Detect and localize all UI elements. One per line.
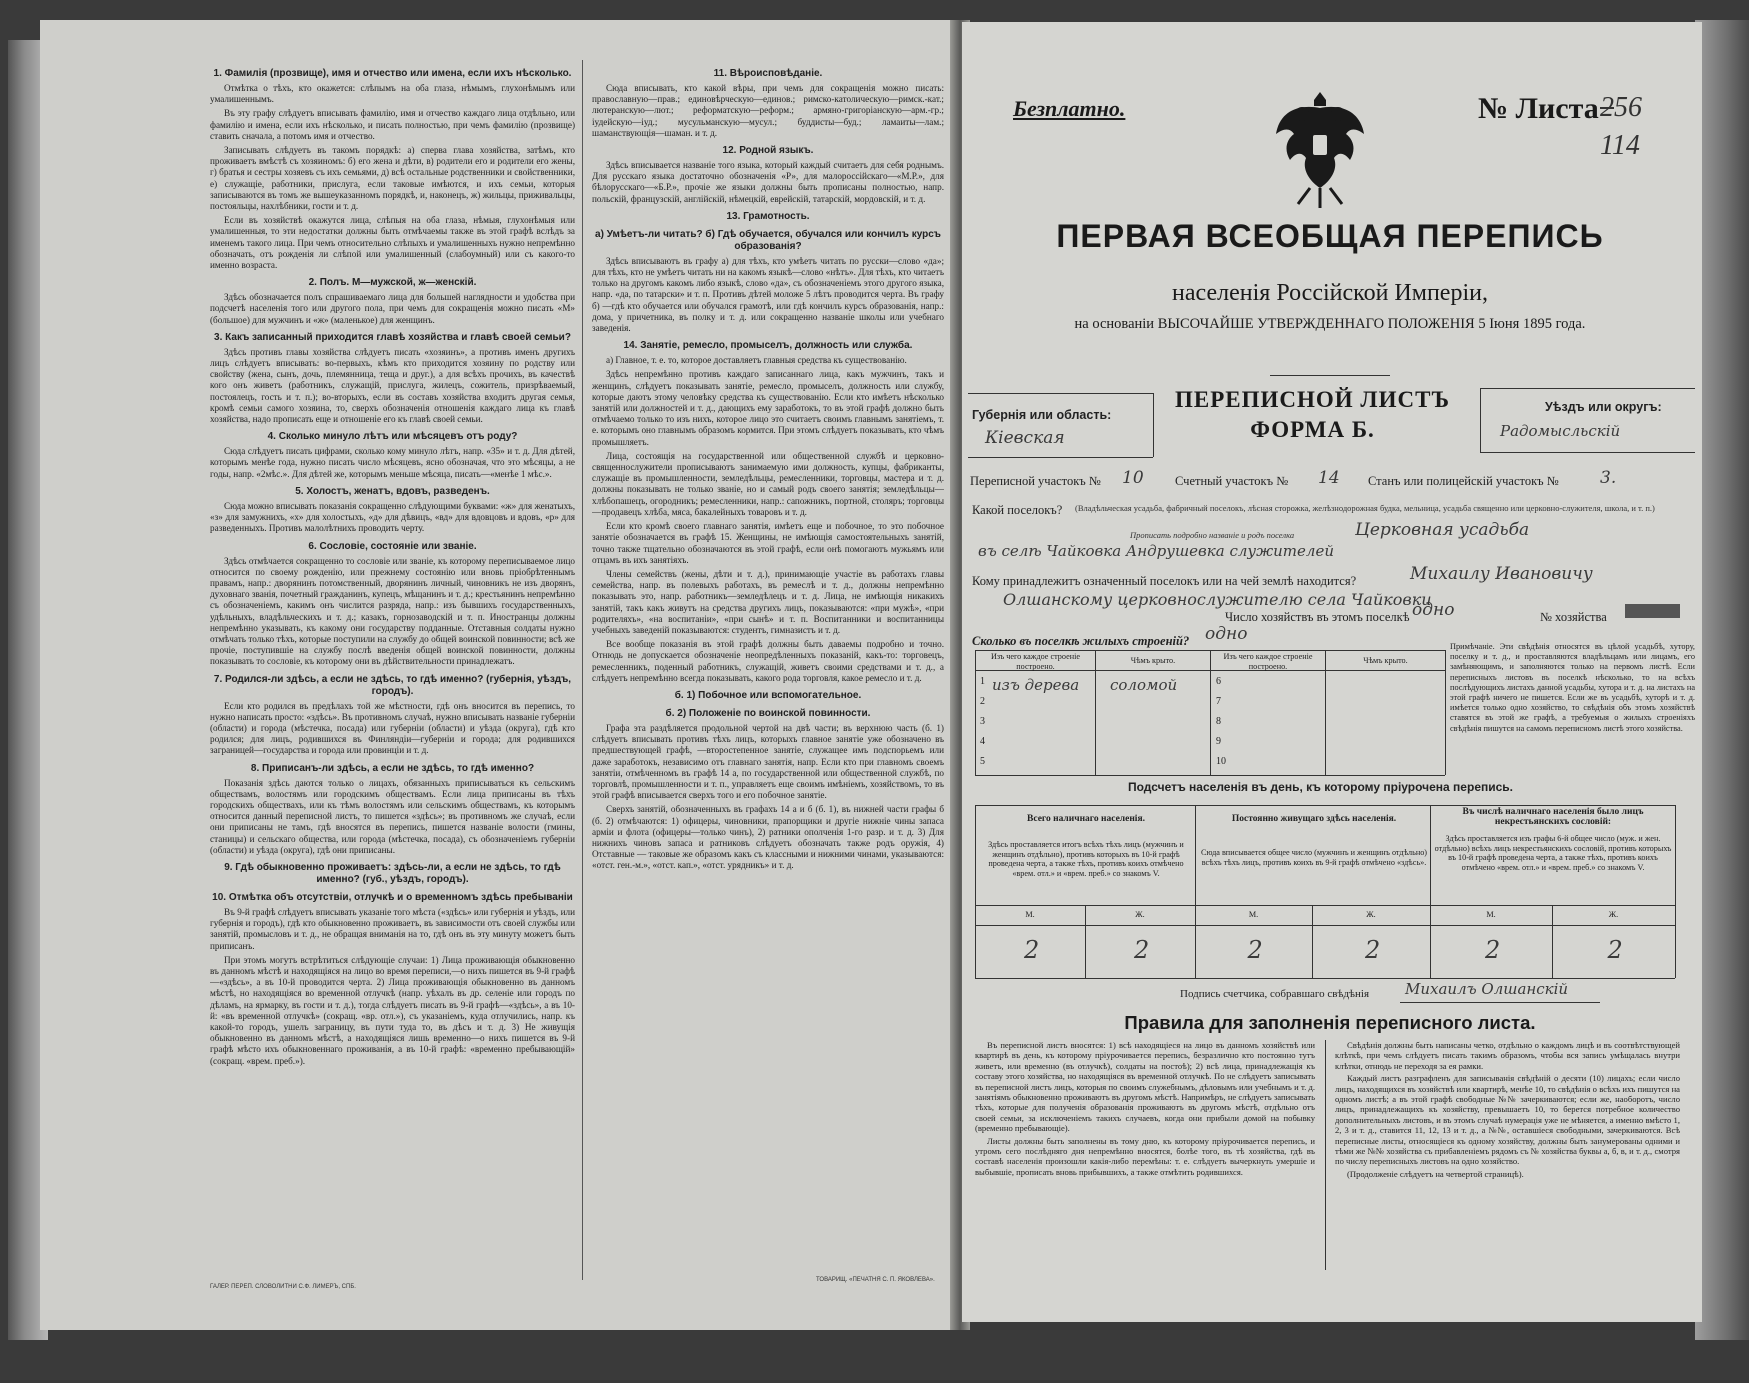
form-title-line1: ПЕРЕПИСНОЙ ЛИСТЪ: [1175, 387, 1451, 412]
station-value: 3.: [1600, 468, 1617, 488]
household-number-redacted: [1625, 604, 1680, 618]
owner-value-1: Михаилу Ивановичу: [1410, 564, 1593, 584]
instruction-paragraph: Если кто кромѣ своего главнаго занятія, имѣетъ еще и побочное, то это побочное занятіе обозначается въ графѣ 15. Женщины, не имѣющія самостоятельныхъ занятій, точно также тщательно обозначаются въ этой графѣ, если онѣ помогаютъ мужьямъ или отцамъ въ ихъ занятіяхъ.: [592, 521, 944, 565]
rules-paragraph: Въ переписной листъ вносятся: 1) всѣ находящіеся на лицо въ данномъ хозяйствѣ или квартирѣ въ день, къ которому пріурочивается перепись, безразлично кто постоянно тутъ живетъ, или временно (въ отлучкѣ), солдаты на постоѣ); 2) всѣ лица, принадлежащія къ составу этого хозяйства, но находящіяся въ временной отлучкѣ. По не слѣдуетъ записывать въ переписной листъ лицъ, которыя по своимъ служебнымъ, дѣловымъ или учебнымъ и т. д. занятіямъ обыкновенно проживаютъ въ другомъ мѣстѣ. Напримѣръ, не слѣдуетъ записывать тѣхъ, которые для полученія образованія проживаютъ въ другомъ мѣстѣ, отдѣльно отъ своей семьи, за исключеніемъ такихъ случаевъ, когда они прибыли домой на побывку (временно пребывающіе).: [975, 1040, 1315, 1134]
district-label: Уѣздъ или округъ:: [1545, 400, 1662, 414]
instruction-heading: 10. Отмѣтка объ отсутствіи, отлучкѣ и о временномъ здѣсь пребываніи: [212, 891, 573, 903]
table-rule: [1095, 650, 1096, 775]
instruction-heading: б. 1) Побочное или вспомогательное.: [674, 689, 862, 701]
table-rule: [975, 905, 1675, 906]
free-of-charge-label: Безплатно.: [1013, 96, 1126, 121]
sheet-number: [1600, 92, 1642, 124]
household-number-label: № хозяйства: [1540, 610, 1607, 624]
building-row-number: 5: [980, 756, 985, 767]
sheet-number-struck: 2: [1600, 92, 1614, 123]
count-male-header: М.: [1248, 910, 1259, 919]
instruction-heading: 11. Вѣроисповѣданіе.: [713, 68, 823, 79]
column-divider: [1325, 1040, 1326, 1270]
district-value: Радомысльскій: [1500, 422, 1621, 440]
printer-imprint-left: ГАЛЕР. ПЕРЕП. СЛОВОЛИТНИ С.Ф. ЛИМЕРЪ, СПБ.: [210, 1284, 356, 1290]
table-rule: [975, 805, 976, 978]
instruction-heading: 3. Какъ записанный приходится главѣ хозяйства и главѣ своей семьи?: [214, 331, 571, 343]
instruction-heading: 8. Приписанъ-ли здѣсь, а если не здѣсь, то гдѣ именно?: [250, 762, 535, 774]
building-row-number: 9: [1216, 736, 1221, 747]
instruction-paragraph: Члены семействъ (жены, дѣти и т. д.), принимающіе участіе въ работахъ главы семейства, напр. въ полевыхъ работахъ, въ ремеслѣ и т. д., должны непремѣнно показывать это, напр. работникъ—земледѣлецъ и т. д. Лица, не имѣющія никакихъ занятій, такъ какъ живутъ на средства другихъ лицъ, показываются: «при мужѣ», «при родителяхъ», «на воспитаніи», «при сынѣ» и т. п. Воспитанники и воспитанницы учебныхъ заведеній показываются: студентъ, гимназистъ и т. д.: [592, 568, 944, 635]
box-rule: [968, 393, 1153, 394]
form-title-line2: ФОРМА Б.: [1250, 417, 1375, 442]
table-rule: [1325, 650, 1326, 775]
instruction-paragraph: Сюда вписывать, кто какой вѣры, при чемъ для сокращенія можно писать: православную—прав.; единовѣрческую—единов.; римско-католическую—римск.-кат.; лютеранскую—лют.; реформатскую—реформ.; армяно-григоріанскую—арм.-гр.; іудейскую—іуд.; мусульманскую—мусул.; буддисты—буд.; ламаиты—лам.; шаманствующія—шаман. и т. д.: [592, 83, 944, 138]
building-row-number: 4: [980, 736, 985, 747]
page-stack-right: [1695, 20, 1749, 1340]
building-row-number: 10: [1216, 756, 1226, 767]
instruction-paragraph: Если кто родился въ предѣлахъ той же мѣстности, гдѣ онъ вносится въ перепись, то нужно написать просто: «здѣсь». Въ противномъ случаѣ, нужно вписывать названіе губерніи (области) и города (мѣстечка, посада) или губерніи (области) и уѣзда (округа), гдѣ кто родился; для лицъ, родившихся въ Финляндіи—губерніи и города; для родившихся заграницей—государства и города или провинціи и т. д.: [210, 700, 575, 756]
building-row-number: 1: [980, 676, 985, 687]
title-rule: [1270, 375, 1390, 376]
owner-label: Кому принадлежитъ означенный поселокъ или на чей землѣ находится?: [972, 574, 1357, 588]
table-rule: [975, 925, 1675, 926]
count-value: 2: [1134, 936, 1150, 964]
count-desc-total: Здѣсь проставляется итогъ всѣхъ тѣхъ лицъ (мужчинъ и женщинъ отдѣльно), противъ которыхъ въ 10-й графѣ проведена черта, а также тѣхъ, противъ коихъ отмѣчено «врем. отл.» и «врем. преб.» со знакомъ V.: [988, 840, 1184, 878]
settlement-value-2: въ селѣ Чайковка Андрушевка служителей: [978, 542, 1335, 560]
table-rule: [1210, 650, 1211, 775]
building-row-number: 3: [980, 716, 985, 727]
station-label: Станъ или полицейскій участокъ №: [1368, 474, 1559, 488]
rules-paragraph: Каждый листъ разграфленъ для записыванія свѣдѣній о десяти (10) лицахъ; если число лицъ, находящихся въ хозяйствѣ или квартирѣ, менѣе 10, то свѣдѣнія о всѣхъ ихъ пишутся на одномъ листѣ; а въ этой графѣ свободные №№ зачеркиваются; если же, наоборотъ, число лицъ, принадлежащихъ къ хозяйству, превышаетъ 10, то берется потребное количество дополнительныхъ листовъ, и въ этомъ случаѣ нумерація уже не мѣняется, а именно вмѣсто 1, 2, 3 и т. д., ставится 11, 12, 13 и т. д., а №№, оставшіеся свободными, зачеркиваются. Всѣ переписные листы, относящіеся къ одному хозяйству, должны быть занумерованы одними и тѣми же №№ хозяйства съ прибавленіемъ рядомъ съ № хозяйства буквы а, б, в, и т. д., смотря по числу переписныхъ листовъ на одно хозяйство.: [1335, 1073, 1680, 1167]
buildings-col-roof-2: Чѣмъ крыто.: [1363, 656, 1408, 665]
instruction-heading: 4. Сколько минуло лѣтъ или мѣсяцевъ отъ роду?: [267, 431, 518, 443]
instruction-paragraph: Здѣсь обозначается полъ спрашиваемаго лица для большей наглядности и удобства при подсчетѣ населенія того или другого пола, при чемъ для сокращенія можно писать «М» (большое) для мужчинъ и «ж» (маленькое) для женщинъ.: [210, 292, 575, 325]
population-count-title: Подсчетъ населенія въ день, къ которому пріурочена перепись.: [1128, 780, 1513, 794]
count-value: 2: [1485, 936, 1501, 964]
table-rule: [975, 775, 1445, 776]
box-rule: [1480, 388, 1695, 389]
sheet-number-value: 56: [1614, 92, 1642, 123]
signature-label: Подпись счетчика, собравшаго свѣдѣнія: [1180, 988, 1370, 1000]
count-female-header: Ж.: [1366, 910, 1376, 919]
instruction-paragraph: Все вообще показанія въ этой графѣ должны быть даваемы подробно и точно. Отнюдь не допускается обозначеніе неопредѣленныхъ показаній, какъ-то: торговецъ, ремесленникъ, поденный работникъ, служащій, живетъ своими средствами и т. д., а слѣдуетъ непремѣнно всегда показывать, какого рода торговля, какое ремесло и т. д.: [592, 639, 944, 683]
building-1-roof: соломой: [1110, 676, 1178, 694]
census-section-value: 10: [1122, 468, 1144, 488]
table-rule: [1445, 650, 1446, 775]
instruction-heading: 13. Грамотность.: [726, 210, 810, 222]
instruction-paragraph: Отмѣтка о тѣхъ, кто окажется: слѣпымъ на оба глаза, нѣмымъ, глухонѣмымъ или умалишеннымъ.: [210, 83, 575, 105]
count-header-total: Всего наличнаго населенія.: [1027, 814, 1145, 824]
table-rule: [975, 978, 1675, 979]
count-female-header: Ж.: [1135, 910, 1145, 919]
count-value: 2: [1607, 936, 1623, 964]
printer-imprint-right: ТОВАРИЩ. «ПЕЧАТНЯ С. П. ЯКОВЛЕВА».: [816, 1277, 935, 1283]
settlement-label: Какой поселокъ?: [972, 503, 1063, 517]
count-female-header: Ж.: [1608, 910, 1619, 919]
instruction-paragraph: Если въ хозяйствѣ окажутся лица, слѣпыя на оба глаза, нѣмыя, глухонѣмыя или умалишенныя, то эти недостатки должны быть отмѣчаемы также въ этой графѣ вслѣдъ за именемъ такого лица. При чемъ относительно слѣпыхъ и умалишенныхъ нужно непремѣнно обозначать, отъ рожденія ли слѣпой или умалишенный (слабоумный) или съ какого-то именно возраста.: [210, 215, 575, 271]
instruction-paragraph: Сюда слѣдуетъ писать цифрами, сколько кому минуло лѣтъ, напр. «35» и т. д. Для дѣтей, которымъ менѣе года, нужно писать число мѣсяцевъ, ясно обозначая, что это мѣсяцы, а не годы, напр. «2мѣс.». Для дѣтей же, которымъ меньше мѣсяца, писать—«менѣе 1 мѣс.».: [210, 446, 575, 479]
count-male-header: М.: [1025, 910, 1035, 919]
instruction-heading: 1. Фамилія (прозвище), имя и отчество или имена, если ихъ нѣсколько.: [213, 68, 572, 79]
instruction-heading: 5. Холостъ, женатъ, вдовъ, разведенъ.: [295, 485, 490, 497]
census-section-label: Переписной участокъ №: [970, 474, 1101, 488]
building-row-number: 6: [1216, 676, 1221, 687]
province-value: Кіевская: [985, 428, 1065, 448]
instruction-paragraph: Здѣсь непремѣнно противъ каждаго записаннаго лица, какъ мужчинъ, такъ и женщинъ, слѣдуетъ показывать занятіе, ремесло, промыселъ, должность или службу, которые даютъ этому человѣку средства къ существованію. Если кто имѣетъ нѣсколько занятій или должностей и т. д., дающихъ ему заработокъ, то въ этой графѣ должно быть отмѣчаемо только то изъ нихъ, которое лицо это считаетъ своимъ главнымъ занятіемъ, т. е. которымъ оно главнымъ образомъ кормится. При этомъ слѣдуетъ показывать, кто чѣмъ промышляетъ.: [592, 369, 944, 447]
rules-paragraph: Листы должны быть заполнены въ тому дню, къ которому пріурочивается перепись, и утромъ сего послѣдняго дня непремѣнно вносятся, болѣе того, въ тѣ хозяйства, гдѣ въ составѣ населенія произошли какія-либо перемѣны: т. е. слѣдуетъ вычеркнуть умершіе и выбывшіе, прописать вновь прибывшихъ, а также отмѣтить родившихся.: [975, 1135, 1315, 1177]
table-rule: [1675, 805, 1676, 978]
census-subtitle: населенія Россійской Имперіи,: [1172, 280, 1488, 306]
counting-section-label: Счетный участокъ №: [1175, 474, 1289, 488]
province-label: Губернія или область:: [972, 408, 1112, 422]
buildings-value: одно: [1205, 624, 1248, 644]
instruction-paragraph: Показанія здѣсь даются только о лицахъ, обязанныхъ приписываться къ сельскимъ обществамъ, волостямъ или городскимъ обществамъ. Если лица приписаны въ тѣхъ городскихъ обществахъ, или къ тѣмъ волостямъ или сельскимъ обществамъ, къ которымъ относится данный переписной листъ, то пишется «здѣсь»; въ противномъ же случаѣ, если они приписаны не тамъ, гдѣ вносятся въ перепись, пишется названіе волости (гмины, станицы) и сельскаго общества, или города (мѣстечка, посада), съ обозначеніемъ губерніи (области) и уѣзда (округа), гдѣ они приписаны.: [210, 777, 575, 855]
instruction-paragraph: Графа эта раздѣляется продольной чертой на двѣ части; въ верхнюю часть (б. 1) слѣдуетъ вписывать противъ тѣхъ лицъ, которыхъ главное занятіе уже обозначено въ предшествующей графѣ, —второстепенное занятіе, служащее имъ подспорьемъ или даже заработокъ, независимо отъ главнаго занятія, напр. Если кто при главномъ своемъ занятіи, отмѣченномъ въ графѣ 14 а, по государственной или общественной службѣ, по торговлѣ, промышленности и т. п., управляетъ еще своимъ имѣніемъ, хозяйствомъ, то въ этой графѣ вписывается сверхъ того и его побочное занятіе.: [592, 722, 944, 801]
instructions-column-2: [592, 62, 944, 1282]
buildings-note: Примѣчаніе. Эти свѣдѣнія относятся въ цѣлой усадьбѣ, хутору, поселку и т. д., и проставляются владѣльцамъ или лицамъ, его замѣняющимъ, и заполняются только на первомъ листѣ. Если переписныхъ листовъ въ поселкѣ нѣсколько, то на всѣхъ послѣдующихъ листахъ данной усадьбы, хутора и т. д. на листахъ на этой графѣ ничего не пишется. Если же въ усадьбѣ, хуторѣ и т. д. имѣется только одно хозяйство, то свѣдѣнія объ этомъ хозяйствѣ ставятся въ этой же графѣ, а требуемыя о жилыхъ строеніяхъ свѣдѣнія пишутся на самомъ переписномъ листѣ этого хозяйства.: [1450, 642, 1695, 733]
instruction-heading: 12. Родной языкъ.: [722, 145, 814, 157]
sheet-number-label: № Листа: [1478, 92, 1599, 125]
column-divider: [582, 60, 583, 1280]
table-rule: [1195, 805, 1196, 978]
instruction-paragraph: Здѣсь вписываютъ въ графу а) для тѣхъ, кто умѣетъ читать по русски—слово «да»; для тѣхъ, кто не умѣетъ читать ни на какомъ языкѣ—слово «нѣтъ». Для тѣхъ, кто читаетъ только на другомъ какомъ либо языкѣ, слово «да», съ обозначеніемъ этого другого языка, напр. «да, по татарски» и т. п. Противъ дѣтей моложе 5 лѣтъ проводится черта. Въ графу б) —гдѣ кто обучается или обучался грамотѣ, или гдѣ кончилъ курсъ образованія, напр.: дома, у причетника, въ полку и т. д. или сокращенно названіе школы или учебнаго заведенія.: [592, 255, 944, 334]
count-header-non-peasant: Въ числѣ наличнаго населенія было лицъ некрестьянскихъ сословій:: [1462, 807, 1644, 827]
box-rule: [1153, 393, 1154, 457]
instructions-column-1: [210, 62, 575, 1292]
instruction-paragraph: а) Главное, т. е. то, которое доставляетъ главныя средства къ существованію.: [606, 355, 907, 366]
count-header-permanent: Постоянно живущаго здѣсь населенія.: [1231, 814, 1397, 824]
box-rule: [968, 457, 1153, 458]
instruction-heading: 7. Родился-ли здѣсь, а если не здѣсь, то гдѣ именно? (губернія, уѣздъ, городъ).: [213, 673, 572, 697]
instruction-paragraph: Сюда можно вписывать показанія сокращенно слѣдующими буквами: «ж» для женатыхъ, «з» для замужнихъ, «х» для холостыхъ, «д» для дѣвицъ, «вд» для вдовцовъ и вдовъ, «р» для разведенныхъ. Противъ малолѣтнихъ проводить черту.: [210, 500, 575, 534]
buildings-col-material: Изъ чего каждое строеніе построено.: [990, 652, 1081, 671]
instruction-heading: 14. Занятіе, ремесло, промыселъ, должность или служба.: [623, 340, 913, 352]
count-desc-non-peasant: Здѣсь проставляется изъ графы 6-й общее число (муж. и жен. отдѣльно) всѣхъ лицъ некрестьянскихъ сословій, противъ которыхъ въ 10-й графѣ проведена черта, а также тѣхъ, противъ коихъ отмѣчено «врем. отл.» и «врем. преб.» со знакомъ V.: [1434, 834, 1672, 872]
settlement-value-1: Церковная усадьба: [1355, 520, 1530, 540]
settlement-hint: (Владѣльческая усадьба, фабричный поселокъ, лѣсная сторожка, желѣзнодорожная будка, мельница, усадьба священно или церковно-служителя, школа, и т. п.): [1075, 503, 1655, 513]
census-basis: на основаніи ВЫСОЧАЙШЕ УТВЕРЖДЕННАГО ПОЛОЖЕНІЯ 5 Іюня 1895 года.: [1074, 316, 1586, 332]
count-value: 2: [1247, 936, 1263, 964]
count-male-header: М.: [1486, 910, 1496, 919]
rules-paragraph: (Продолженіе слѣдуетъ на четвертой страницѣ).: [1347, 1168, 1524, 1179]
table-rule: [975, 650, 976, 775]
settlement-hint2: Прописать подробно названіе и родъ поселка: [1130, 530, 1295, 540]
instruction-paragraph: Здѣсь противъ главы хозяйства слѣдуетъ писать «хозяинъ», а противъ именъ другихъ лицъ слѣдуетъ вписывать: во-первыхъ, кѣмъ кто приходится хозяину по родству или свойству (жена, сынъ, дочь, племянница, теща и друг.), а для всѣхъ прочихъ, въ качествѣ кого онъ живетъ (работникъ, служащій, прислуга, жилецъ, сожитель, призрѣваемый, постоялецъ, гость и т. п.); во-вторыхъ, если въ составъ хозяйства входитъ другая семья, кромѣ семьи самого хозяина, то, сверхъ обозначенія отношенія каждаго лица къ главѣ хозяйства, надо прописать еще и отношеніе его къ главѣ своей семьи.: [210, 346, 575, 425]
households-value: одно: [1412, 600, 1455, 620]
households-label: Число хозяйствъ въ этомъ поселкѣ: [1225, 610, 1410, 624]
buildings-label: Сколько въ поселкѣ жилыхъ строеній?: [972, 634, 1190, 648]
buildings-col-material-2: Изъ чего каждое строеніе построено.: [1223, 652, 1313, 671]
instruction-heading: б. 2) Положеніе по воинской повинности.: [665, 707, 871, 719]
rules-title: Правила для заполненія переписного листа.: [1124, 1012, 1536, 1033]
double-headed-eagle-emblem-icon: [1270, 84, 1370, 214]
table-rule: [1430, 805, 1431, 978]
instruction-paragraph: Сверхъ занятій, обозначенныхъ въ графахъ 14 а и б (б. 1), въ нижней части графы б (б. 2) отмѣчаются: 1) офицеры, чиновники, прапорщики и другіе нижніе чины запаса арміи и флота (офицеры—только чинъ), 2) ратники ополченія 1-го разр. и т. д. 3) Для нижнихъ чиновъ запаса и ратниковъ слѣдуетъ обозначать также родъ оружія, 4) Отставные — таковые же образомъ какъ съ классными и нижними чинами, указываются: «отст. ген.-м.», «отст. кап.», «отст. урядникъ» и т. д.: [592, 804, 944, 871]
sheet-number-alt: 114: [1600, 130, 1640, 161]
table-rule: [975, 805, 1675, 806]
instruction-paragraph: Въ эту графу слѣдуетъ вписывать фамилію, имя и отчество каждаго лица отдѣльно, или фамилію и имена, если ихъ нѣсколько, и писать полностью, при чемъ фамилію (прозвище) ставить сначала, а потомъ имя и отчество.: [210, 108, 575, 141]
form-title: [1175, 385, 1450, 445]
instruction-paragraph: Въ 9-й графѣ слѣдуетъ вписывать указаніе того мѣста («здѣсь» или губернія и уѣздъ, или губернія и городъ), гдѣ кто обыкновенно проживаетъ, въ зависимости отъ своей службы или занятій, промысловъ и т. д., не обращая вниманія на то, гдѣ онъ въ эту минуту можетъ быть приписанъ.: [210, 906, 575, 951]
instruction-paragraph: Лица, состоящія на государственной или общественной службѣ и церковно-священнослужители прописываютъ занимаемую ими должность, купцы, фабриканты, служащіе въ промышленности, земледѣльцы, ремесленники, торговцы, мастера и т. д. должны показывать не только званіе, но и самый родъ своего занятія; земледѣльцы—хлѣбопашецъ, огородникъ; ремесленники, напр.: сапожникъ, портной, столяръ; торговцы—продавецъ хлѣба, мяса, бакалейныхъ товаровъ и т. д.: [592, 450, 944, 517]
count-value: 2: [1365, 936, 1381, 964]
counting-section-value: 14: [1318, 468, 1340, 488]
instruction-heading: 9. Гдѣ обыкновенно проживаетъ: здѣсь-ли, а если не здѣсь, то гдѣ именно? (губ., уѣздъ, городъ).: [224, 861, 561, 885]
buildings-col-roof: Чѣмъ крыто.: [1130, 656, 1176, 665]
box-rule: [1480, 388, 1481, 452]
building-1-material: изъ дерева: [992, 676, 1080, 694]
rules-column-2: [1335, 1040, 1680, 1270]
rules-paragraph: Свѣдѣнія должны быть написаны четко, отдѣльно о каждомъ лицѣ и въ соотвѣтствующей клѣткѣ, при чемъ слѣдуетъ писать такимъ образомъ, чтобы вся запись умѣщалась внутри клѣтки, отнюдь не переходя за ея рамки.: [1335, 1040, 1680, 1071]
rules-column-1: [975, 1040, 1315, 1270]
building-row-number: 2: [980, 696, 985, 707]
instruction-paragraph: Записывать слѣдуетъ въ такомъ порядкѣ: а) сперва глава хозяйства, затѣмъ, кто проживаетъ вмѣстѣ съ хозяиномъ: б) его жена и дѣти, в) родители его и родители его жены, г) братья и сестры хозяевъ съ ихъ семьями, д) всѣ остальные родственники и свойственники, е) служащіе, работники, прислуга, если таковые имѣются, и ихъ семьи, которыя записываются въ томъ же вышеуказанномъ порядкѣ, и, наконецъ, ж) жильцы, приживальцы, постояльцы, нахлѣбники, гости и т. д.: [210, 145, 575, 212]
instruction-paragraph: Здѣсь отмѣчается сокращенно то сословіе или званіе, къ которому переписываемое лицо относится по своему рожденію, или прежнему состоянію или вновь пріобрѣтеннымъ правамъ, напр.: дворянинъ потомственный, дворянинъ личный, чиновникъ не изъ дворянъ, духовнаго званія, почетный гражданинъ, купецъ, мѣщанинъ и т. д.; крестьянинъ непремѣнно съ обозначеніемъ, какимъ онъ числится разряда, напр.: изъ бывшихъ государственныхъ, удѣльныхъ, владѣльческихъ и т. д.; казакъ, горнозаводскій и т. п. Иностранцы должны непремѣнно указывать, къ какому они государству подданные. Отставныя солдаты нужно отмѣчать только тѣхъ, которые поступили на службу до общей воинской повинности; всѣ же прочіе, поступившіе на службу послѣ введенія общей воинской повинности, должны показывать то сословіе, къ которому они въ дѣйствительности принадлежатъ.: [210, 555, 575, 667]
box-rule: [1480, 452, 1695, 453]
count-value: 2: [1024, 936, 1040, 964]
instruction-paragraph: При этомъ могутъ встрѣтиться слѣдующіе случаи: 1) Лица проживающія обыкновенно въ данномъ мѣстѣ и находящіяся на лицо во время переписи,—о нихъ пишется въ 9-й графѣ—«здѣсь», а въ 10-й проводится черта. 2) Лица проживающія обыкновенно въ данномъ мѣстѣ, но находящіяся во временной отлучкѣ (напр. уѣхалъ въ др. селеніе или городъ по дѣламъ, на ярмарку, въ гости и т. д.), тогда слѣдуетъ писать въ 9-й графѣ—«здѣсь», а въ 10-й: «въ временной отлучкѣ» (сокращ. «вр. отл.»), съ указаніемъ, куда отлучились, напр. къ какой-то городъ, ушелъ заграницу, въ пути туда то, въ дѣсъ и т. д. 3) Не живущія обыкновенно въ данномъ мѣстѣ, а находящіяся лишь временно—о нихъ пишется въ 9-й графѣ мѣсто ихъ обыкновеннаго проживанія, а въ 10-й графѣ: «временно пребывающій» (сокращ. «врем. преб.»).: [210, 954, 575, 1066]
building-row-number: 7: [1216, 696, 1221, 707]
count-desc-permanent: Сюда вписывается общее число (мужчинъ и женщинъ отдѣльно) всѣхъ тѣхъ лицъ, противъ коихъ въ 9-й графѣ отмѣчено «здѣсь».: [1200, 848, 1428, 867]
instruction-heading: 2. Полъ. М—мужской, ж—женскій.: [308, 277, 477, 289]
instruction-paragraph: Здѣсь вписывается названіе того языка, который каждый считаетъ для себя роднымъ. Для русскаго языка достаточно обозначенія «Р», для малороссійскаго—«М.Р.», для бѣлорусскаго—«Б.Р.», прочіе же языки должны быть прописаны полностью, напр. польскій, французскій, англійскій, нѣмецкій, еврейскій, татарскій, мордовскій, и т. д.: [592, 160, 944, 204]
signature-value: Михаилъ Олшанскій: [1405, 980, 1569, 998]
owner-value-2: Олшанскому церковнослужителю села Чайковки: [1003, 590, 1432, 609]
census-title: ПЕРВАЯ ВСЕОБЩАЯ ПЕРЕПИСЬ: [1056, 218, 1604, 254]
instruction-heading: 6. Сословіе, состояніе или званіе.: [308, 540, 477, 552]
signature-line: [1400, 1002, 1600, 1003]
instruction-heading: а) Умѣетъ-ли читать? б) Гдѣ обучается, обучался или кончилъ курсъ образованія?: [595, 228, 941, 252]
building-row-number: 8: [1216, 716, 1221, 727]
